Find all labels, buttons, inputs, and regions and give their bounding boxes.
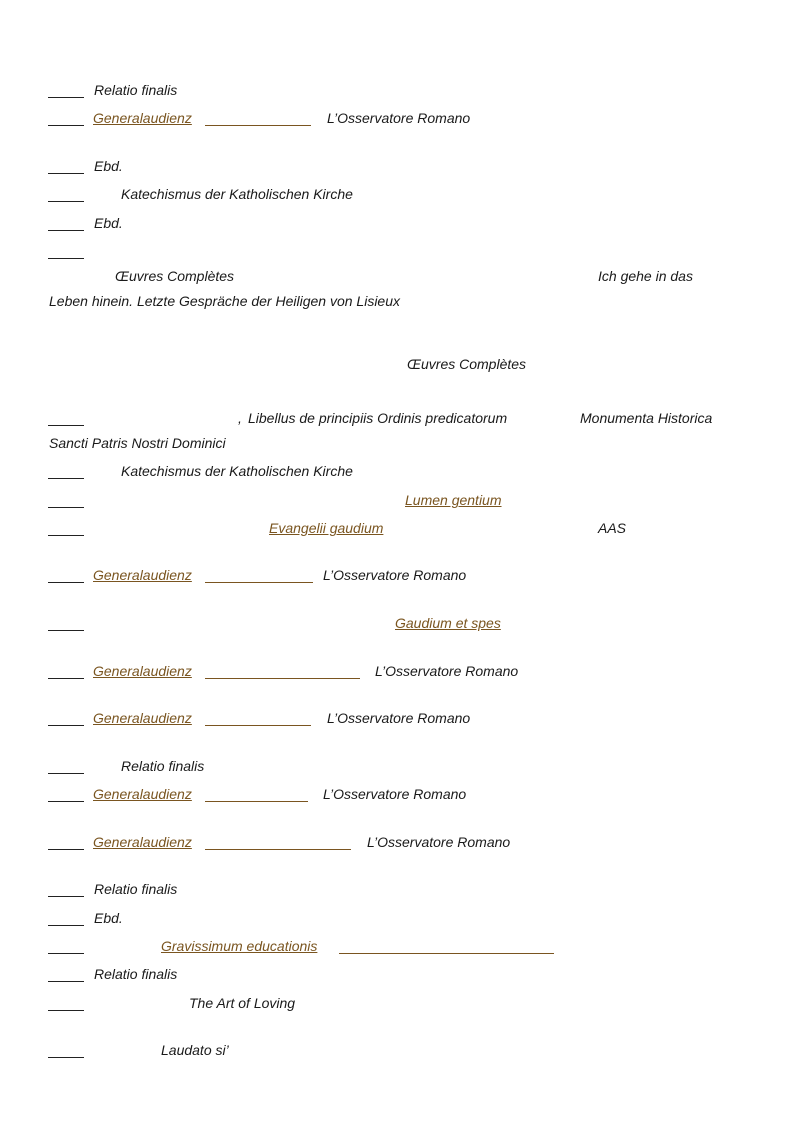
footnote-number-blank <box>48 925 84 926</box>
footnote-number-blank <box>48 478 84 479</box>
footnote-18 <box>0 880 793 900</box>
footnote-number-blank <box>48 1010 84 1011</box>
footnote-19 <box>0 909 793 929</box>
generalaudienz-link[interactable]: Generalaudienz <box>93 110 192 126</box>
footnote-number-blank <box>48 849 84 850</box>
evangelii-gaudium-link[interactable]: Evangelii gaudium <box>269 520 384 536</box>
footnote-text: Œuvres Complètes <box>115 268 235 284</box>
footnote-number-blank <box>48 630 84 631</box>
generalaudienz-link[interactable]: Generalaudienz <box>93 786 192 802</box>
footnote-6 <box>0 242 793 262</box>
lumen-gentium-link[interactable]: Lumen gentium <box>405 492 502 508</box>
footnote-text: AAS <box>598 520 627 536</box>
footnote-10 <box>0 519 793 539</box>
footnote-number-blank <box>48 125 84 126</box>
link-underline <box>205 849 351 850</box>
footnote-text: The Art of Loving <box>189 995 296 1011</box>
footnote-8 <box>0 462 793 482</box>
footnote-12 <box>0 614 793 634</box>
footnote-number-blank <box>48 535 84 536</box>
source-text: L’Osservatore Romano <box>367 834 511 850</box>
footnote-21 <box>0 965 793 985</box>
footnote-text: , <box>238 410 242 426</box>
footnote-number-blank <box>48 173 84 174</box>
footnote-number-blank <box>48 425 84 426</box>
footnote-number-blank <box>48 953 84 954</box>
footnote-text: Sancti Patris Nostri Dominici <box>49 435 226 451</box>
footnote-text: Ich gehe in das <box>598 268 693 284</box>
footnote-2 <box>0 109 793 129</box>
footnote-text: Katechismus der Katholischen Kirche <box>121 186 353 202</box>
footnote-23 <box>0 1041 793 1061</box>
link-underline <box>205 125 311 126</box>
footnote-text: Relatio finalis <box>121 758 205 774</box>
link-underline <box>205 582 313 583</box>
gravissimum-educationis-link[interactable]: Gravissimum educationis <box>161 938 318 954</box>
footnote-text: Ebd. <box>94 215 123 231</box>
footnote-number-blank <box>48 981 84 982</box>
footnote-text: Œuvres Complètes <box>407 356 527 372</box>
generalaudienz-link[interactable]: Generalaudienz <box>93 663 192 679</box>
footnote-text: Relatio finalis <box>94 966 178 982</box>
footnote-number-blank <box>48 1057 84 1058</box>
footnote-number-blank <box>48 678 84 679</box>
footnote-number-blank <box>48 801 84 802</box>
footnote-7-line-2 <box>0 434 793 454</box>
footnote-text: Relatio finalis <box>94 82 178 98</box>
footnote-4 <box>0 185 793 205</box>
link-underline <box>339 953 554 954</box>
footnote-text: Ebd. <box>94 158 123 174</box>
footnote-number-blank <box>48 582 84 583</box>
footnote-6-line-4 <box>0 355 793 375</box>
footnote-1 <box>0 81 793 101</box>
footnote-3 <box>0 157 793 177</box>
footnote-number-blank <box>48 725 84 726</box>
generalaudienz-link[interactable]: Generalaudienz <box>93 834 192 850</box>
footnote-text: Relatio finalis <box>94 881 178 897</box>
source-text: L’Osservatore Romano <box>323 786 467 802</box>
footnote-text: Leben hinein. Letzte Gespräche der Heiligen von Lisieux <box>49 293 401 309</box>
footnote-number-blank <box>48 201 84 202</box>
source-text: L’Osservatore Romano <box>327 710 471 726</box>
footnote-text: Katechismus der Katholischen Kirche <box>121 463 353 479</box>
footnote-number-blank <box>48 773 84 774</box>
footnote-13 <box>0 662 793 682</box>
footnote-14 <box>0 709 793 729</box>
generalaudienz-link[interactable]: Generalaudienz <box>93 567 192 583</box>
link-underline <box>205 725 311 726</box>
source-text: L’Osservatore Romano <box>323 567 467 583</box>
link-underline <box>205 678 360 679</box>
footnote-text: Libellus de principiis Ordinis predicatorum <box>248 410 508 426</box>
footnote-text: Laudato si’ <box>161 1042 229 1058</box>
footnote-number-blank <box>48 896 84 897</box>
footnote-number-blank <box>48 507 84 508</box>
footnote-text: Monumenta Historica <box>580 410 713 426</box>
footnote-15 <box>0 757 793 777</box>
footnote-20 <box>0 937 793 957</box>
footnote-6-line-3 <box>0 292 793 312</box>
footnote-22 <box>0 994 793 1014</box>
gaudium-et-spes-link[interactable]: Gaudium et spes <box>395 615 501 631</box>
footnote-11 <box>0 566 793 586</box>
footnote-number-blank <box>48 258 84 259</box>
footnote-9 <box>0 491 793 511</box>
footnote-number-blank <box>48 97 84 98</box>
footnote-text: Ebd. <box>94 910 123 926</box>
link-underline <box>205 801 308 802</box>
footnote-7 <box>0 409 793 429</box>
generalaudienz-link[interactable]: Generalaudienz <box>93 710 192 726</box>
footnote-17 <box>0 833 793 853</box>
source-text: L’Osservatore Romano <box>327 110 471 126</box>
footnote-6-line-2 <box>0 267 793 287</box>
footnote-16 <box>0 785 793 805</box>
source-text: L’Osservatore Romano <box>375 663 519 679</box>
footnote-number-blank <box>48 230 84 231</box>
footnote-5 <box>0 214 793 234</box>
